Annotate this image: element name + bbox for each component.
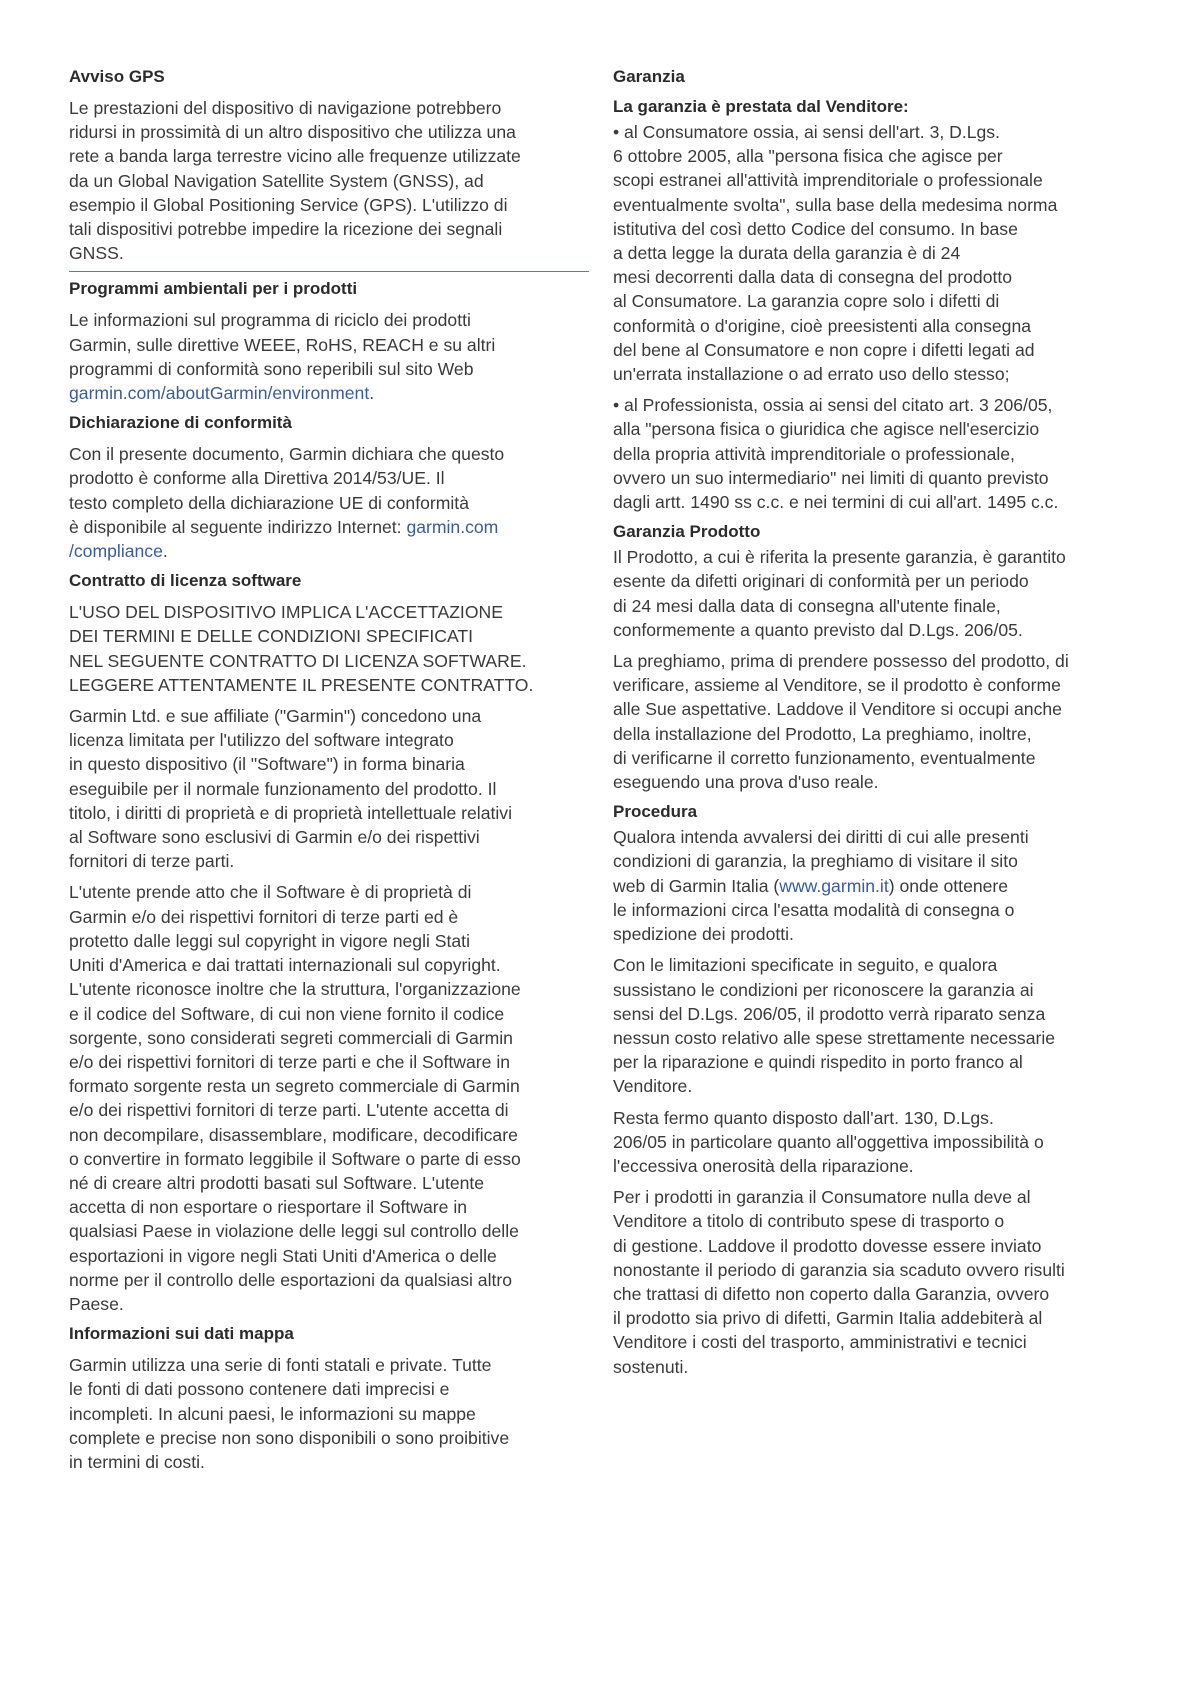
consumer-warranty-text: • al Consumatore ossia, ai sensi dell'art. 3, D.Lgs. 6 ottobre 2005, alla "persona fisica che agisce per scopi estranei all'attività imprenditoriale o professionale eventualmente svolta", sulla base della medesima norma istitutiva del così detto Codice del consumo. In base a detta legge la durata della garanzia è di 24 mesi decorrenti dalla data di consegna del prodotto al Consumatore. La garanzia copre solo i difetti di conformità o d'origine, cioè preesistenti alla consegna del bene al Consumatore e non copre i difetti legati ad un'errata installazione o ad errato uso dello stesso; [613,122,1058,385]
environment-body: Le informazioni sul programma di riciclo dei prodotti Garmin, sulle direttive WEEE, RoHS, REACH e su altri programmi di conformità sono reperibili sul sito Web [69,310,496,379]
environment-end: . [369,383,375,404]
procedure-text-4: Per i prodotti in garanzia il Consumatore nulla deve al Venditore a titolo di contributo spese di trasporto o di gestione. Laddove il prodotto dovesse essere inviato nonostante il periodo di garanzia sia scaduto ovvero risulti che trattasi di difetto non coperto dalla Garanzia, ovvero il prodotto sia privo di difetti, Garmin Italia addebiterà al Venditore i costi del trasporto, amministrativi e tecnici sostenuti. [613,1187,1065,1377]
conformity-body: Con il presente documento, Garmin dichiara che questo prodotto è conforme alla Direttiva 2014/53/UE. Il testo completo della dichiarazione UE di conformità è disponibile al seguente indirizzo Internet: [69,444,505,537]
product-warranty-heading: Garanzia Prodotto [613,522,761,542]
conformity-end: . [162,541,168,562]
procedure-text-3: Resta fermo quanto disposto dall'art. 130, D.Lgs. 206/05 in particolare quanto all'oggettiva impossibilità o l'eccessiva onerosità della riparazione. [613,1107,1044,1176]
warranty-heading: Garanzia [613,67,685,86]
environment-text [69,308,589,405]
procedure-heading: Procedura [613,802,698,822]
product-warranty-text-2: La preghiamo, prima di prendere possesso del prodotto, di verificare, assieme al Venditore, se il prodotto è conforme alle Sue aspettative. Laddove il Venditore si occupi anche della installazione del Prodotto, La preghiamo, inoltre, di verificarne il corretto funzionamento, eventualmente eseguendo una prova d'uso reale. [613,651,1069,793]
license-heading: Contratto di licenza software [69,571,302,591]
map-data-text: Garmin utilizza una serie di fonti statali e private. Tutte le fonti di dati possono contenere dati imprecisi e incompleti. In alcuni paesi, le informazioni su mappe complete e precise non sono disponibili o sono proibitive in termini di costi. [69,1355,510,1472]
procedure-text-1a: Qualora intenda avvalersi dei diritti di cui alle presenti condizioni di garanzia, la preghiamo di visitare il sito web di Garmin Italia ( [613,827,1029,896]
conformity-heading: Dichiarazione di conformità [69,413,292,433]
procedure-text-1 [613,825,1133,946]
procedure-text-1b: ) onde ottenere le informazioni circa l'esatta modalità di consegna o spedizione dei prodotti. [613,875,1015,945]
professional-warranty-text: • al Professionista, ossia ai sensi del citato art. 3 206/05, alla "persona fisica o giuridica che agisce nell'esercizio della propria attività imprenditoriale o professionale, ovvero un suo intermediario" nei limiti di quanto previsto dagli artt. 1490 ss c.c. e nei termini di cui all'art. 1495 c.c. [613,395,1059,513]
license-paragraph-3: L'utente prende atto che il Software è di proprietà di Garmin e/o dei rispettivi fornitori di terze parti ed è protetto dalle leggi sul copyright in vigore negli Stati Uniti d'America e dai trattati internazionali sul copyright. L'utente riconosce inoltre che la struttura, l'organizzazione e il codice del Software, di cui non viene fornito il codice sorgente, sono considerati segreti commerciali di Garmin e/o dei rispettivi fornitori di terze parti e che il Software in formato sorgente resta un segreto commerciale di Garmin e/o dei rispettivi fornitori di terze parti. L'utente accetta di non decompilare, disassemblare, modificare, decodificare o convertire in formato leggibile il Software o parte di esso né di creare altri prodotti basati sul Software. L'utente accetta di non esportare o riesportare il Software in qualsiasi Paese in violazione delle leggi sul controllo delle esportazioni in vigore negli Stati Uniti d'America o delle norme per il controllo delle esportazioni da qualsiasi altro Paese. [69,882,521,1314]
garmin-italia-link[interactable]: www.garmin.it [779,875,889,896]
section-divider [69,271,589,272]
license-caps-paragraph: L'USO DEL DISPOSITIVO IMPLICA L'ACCETTAZIONE DEI TERMINI E DELLE CONDIZIONI SPECIFICATI NEL SEGUENTE CONTRATTO DI LICENZA SOFTWARE. LEGGERE ATTENTAMENTE IL PRESENTE CONTRATTO. [69,602,534,695]
compliance-link[interactable]: garmin.com /compliance [69,516,499,562]
left-column [69,66,589,1481]
conformity-text [69,442,589,563]
gps-notice-heading: Avviso GPS [69,67,165,86]
gps-notice-text: Le prestazioni del dispositivo di navigazione potrebbero ridursi in prossimità di un altro dispositivo che utilizza una rete a banda larga terrestre vicino alle frequenze utilizzate da un Global Navigation Satellite System (GNSS), ad esempio il Global Positioning Service (GPS). L'utilizzo di tali dispositivi potrebbe impedire la ricezione dei segnali GNSS. [69,98,521,264]
procedure-text-2: Con le limitazioni specificate in seguito, e qualora sussistano le condizioni per riconoscere la garanzia ai sensi del D.Lgs. 206/05, il prodotto verrà riparato senza nessun costo relativo alle spese strettamente necessarie per la riparazione e quindi rispedito in porto franco al Venditore. [613,955,1056,1097]
environment-link[interactable]: garmin.com/aboutGarmin/environment [69,383,370,404]
license-paragraph-2: Garmin Ltd. e sue affiliate ("Garmin") concedono una licenza limitata per l'utilizzo del software integrato in questo dispositivo (il "Software") in forma binaria eseguibile per il normale funzionamento del prodotto. Il titolo, i diritti di proprietà e di proprietà intellettuale relativi al Software sono esclusivi di Garmin e/o dei rispettivi fornitori di terze parti. [69,706,512,872]
map-data-heading: Informazioni sui dati mappa [69,1324,294,1344]
product-warranty-text-1: Il Prodotto, a cui è riferita la presente garanzia, è garantito esente da difetti originari di conformità per un periodo di 24 mesi dalla data di consegna all'utente finale, conformemente a quanto previsto dal D.Lgs. 206/05. [613,547,1066,640]
seller-warranty-heading: La garanzia è prestata dal Venditore: [613,97,909,116]
environment-heading: Programmi ambientali per i prodotti [69,279,358,299]
right-column [613,66,1133,1386]
